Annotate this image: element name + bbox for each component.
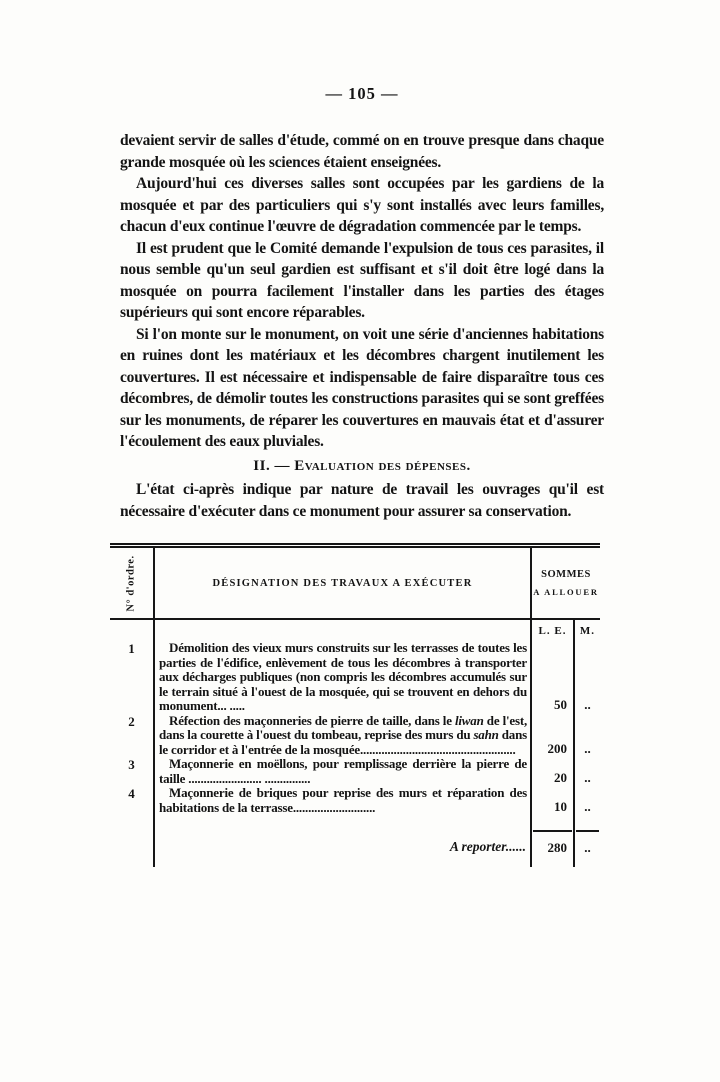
table-row — [110, 714, 600, 758]
work-description — [155, 786, 530, 815]
work-description — [155, 714, 530, 758]
work-description-term: liwan — [454, 712, 484, 728]
work-description-text: Maçonnerie de briques pour reprise des murs et réparation des habitations de la terrasse........................... — [159, 785, 527, 815]
work-number: 2 — [110, 714, 155, 758]
work-description-text: Maçonnerie en moëllons, pour remplissage derrière la pierre de taille ........................ ............... — [159, 756, 527, 786]
amount-le: 20 — [530, 757, 573, 786]
sums-header-line1: SOMMES — [541, 569, 591, 580]
carry-forward-num-spacer — [110, 815, 155, 867]
work-description — [155, 641, 530, 714]
m-column-header: M. — [573, 620, 600, 641]
intro-paragraph: L'état ci-après indique par nature de travail les ouvrages qu'il est nécessaire d'exécuter dans ce monument pour assurer sa conservation. — [120, 481, 604, 520]
table-row — [110, 786, 600, 815]
work-description-text: de l'est, dans la courette à l'ouest du tombeau, reprise des murs du — [159, 712, 527, 742]
body-paragraph: Si l'on monte sur le monument, on voit une série d'anciennes habitations en ruines dont les matériaux et les décombres chargent inutilement les couvertures. Il est nécessaire et indispensable de faire disparaître tous ces décombres, de démolir toutes les constructions parasites qui se sont greffées sur les monuments, de réparer les couvertures en mauvais état et d'assurer l'écoulement des eaux pluviales. — [120, 325, 604, 450]
sum-rule-le — [533, 830, 572, 832]
table-body — [110, 641, 600, 815]
work-description — [155, 757, 530, 786]
carry-forward-row — [110, 815, 600, 867]
work-description-text: Réfection des maçonneries de pierre de taille, dans le — [169, 712, 455, 728]
amount-m: .. — [573, 641, 600, 714]
currency-subheader-row — [110, 620, 600, 641]
carry-total-m-cell — [573, 815, 600, 867]
amount-le: 10 — [530, 786, 573, 815]
sums-column-header — [530, 548, 600, 618]
order-column-header-cell — [110, 548, 155, 618]
designation-subheader-spacer — [155, 620, 530, 641]
amount-le: 50 — [530, 641, 573, 714]
page-number: — 105 — — [325, 84, 399, 103]
body-paragraph: Aujourd'hui ces diverses salles sont occupées par les gardiens de la mosquée et par des particuliers qui s'y sont installés avec leurs familles, chacun d'eux continue l'œuvre de dégradation commencée par le temps. — [120, 175, 604, 235]
amount-m: .. — [573, 786, 600, 815]
table-header-row — [110, 548, 600, 618]
works-table — [110, 543, 600, 867]
amount-m: .. — [573, 714, 600, 758]
table-row — [110, 641, 600, 714]
order-subheader-spacer — [110, 620, 155, 641]
le-column-header: L. E. — [530, 620, 573, 641]
work-number: 4 — [110, 786, 155, 815]
amount-le: 200 — [530, 714, 573, 758]
carry-forward-label: A reporter...... — [449, 839, 526, 854]
amount-m: .. — [573, 757, 600, 786]
designation-column-header: DÉSIGNATION DES TRAVAUX A EXÉCUTER — [212, 577, 473, 589]
sums-header-line2: A ALLOUER — [533, 587, 599, 597]
body-paragraph: devaient servir de salles d'étude, commé on en trouve presque dans chaque grande mosquée où les sciences étaient enseignées. — [120, 132, 604, 171]
carry-total-le-cell — [530, 815, 573, 867]
section-heading: II. — Evaluation des dépenses. — [253, 457, 471, 474]
carry-total-m: .. — [584, 840, 591, 855]
carry-total-le: 280 — [547, 840, 567, 855]
order-column-header: N° d'ordre. — [126, 554, 138, 612]
work-number: 3 — [110, 757, 155, 786]
work-description-term: sahn — [473, 727, 499, 742]
body-text — [120, 130, 604, 453]
table-row — [110, 757, 600, 786]
work-description-text: Démolition des vieux murs construits sur les terrasses de toutes les parties de l'édifice, enlèvement de tous les décombres à transporter aux décharges publiques (non compris les décombres accumulés sur le terrain situé à l'ouest de la mosquée, qui se trouvent en dehors du monument... ..... — [159, 640, 527, 713]
sum-rule-m — [576, 830, 599, 832]
work-description-text: dans le corridor et à l'entrée de la mosquée................................................... — [159, 727, 527, 757]
work-number: 1 — [110, 641, 155, 714]
body-paragraph: Il est prudent que le Comité demande l'expulsion de tous ces parasites, il nous semble qu'un seul gardien est suffisant et s'il doit être logé dans la mosquée on pourra facilement l'installer dans les parties des étages supérieurs qui sont encore réparables. — [120, 239, 604, 321]
